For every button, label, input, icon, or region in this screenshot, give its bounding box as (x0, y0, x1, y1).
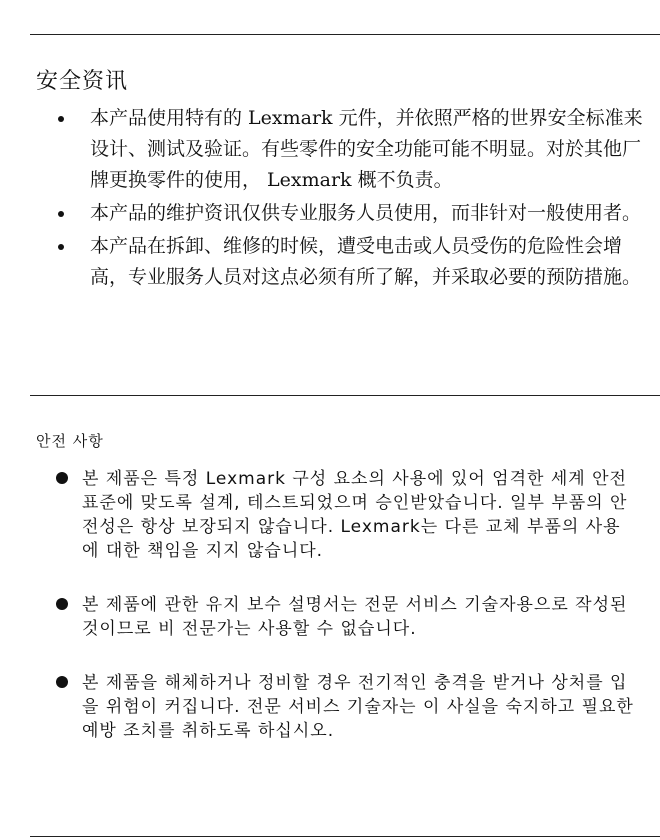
korean-section-heading: 안전 사항 (36, 432, 104, 450)
bullet-icon (58, 244, 64, 250)
list-item (36, 467, 636, 563)
korean-safety-section (36, 430, 636, 773)
bullet-icon (56, 598, 68, 610)
chinese-safety-section (36, 64, 646, 295)
bottom-divider (30, 836, 660, 837)
bullet-icon (56, 676, 68, 688)
middle-divider (30, 395, 660, 396)
bullet-icon (56, 472, 68, 484)
bullet-icon (58, 211, 64, 217)
list-item (36, 593, 636, 641)
top-divider (30, 34, 660, 35)
chinese-safety-list (36, 103, 646, 293)
list-item (36, 671, 636, 743)
list-item-text: 本产品的维护资讯仅供专业服务人员使用，而非针对一般使用者。 (90, 202, 642, 224)
list-item-text: 本产品使用特有的 Lexmark 元件，并依照严格的世界安全标准来设计、测试及验证。有些零件的安全功能可能不明显。对於其他厂牌更换零件的使用， Lexmark 概不负责。 (90, 107, 643, 191)
chinese-section-heading: 安全资讯 (36, 69, 129, 94)
list-item-text: 본 제품에 관한 유지 보수 설명서는 전문 서비스 기술자용으로 작성된 것이므로 비 전문가는 사용할 수 없습니다. (82, 595, 628, 639)
list-item (36, 231, 646, 293)
list-item (36, 103, 646, 196)
list-item-text: 本产品在拆卸、维修的时候，遭受电击或人员受伤的危险性会增高，专业服务人员对这点必须有所了解，并采取必要的预防措施。 (90, 235, 642, 288)
korean-safety-list (36, 467, 636, 743)
list-item-text: 본 제품을 해체하거나 정비할 경우 전기적인 충격을 받거나 상처를 입을 위험이 커집니다. 전문 서비스 기술자는 이 사실을 숙지하고 필요한 예방 조치를 취하도록 하십시오. (82, 673, 634, 741)
list-item (36, 198, 646, 229)
bullet-icon (58, 116, 64, 122)
list-item-text: 본 제품은 특정 Lexmark 구성 요소의 사용에 있어 엄격한 세계 안전 표준에 맞도록 설계, 테스트되었으며 승인받았습니다. 일부 부품의 안전성은 항상 보장되지 않습니다. Lexmark는 다른 교체 부품의 사용에 대한 책임을 지지 않습니다. (82, 469, 628, 561)
